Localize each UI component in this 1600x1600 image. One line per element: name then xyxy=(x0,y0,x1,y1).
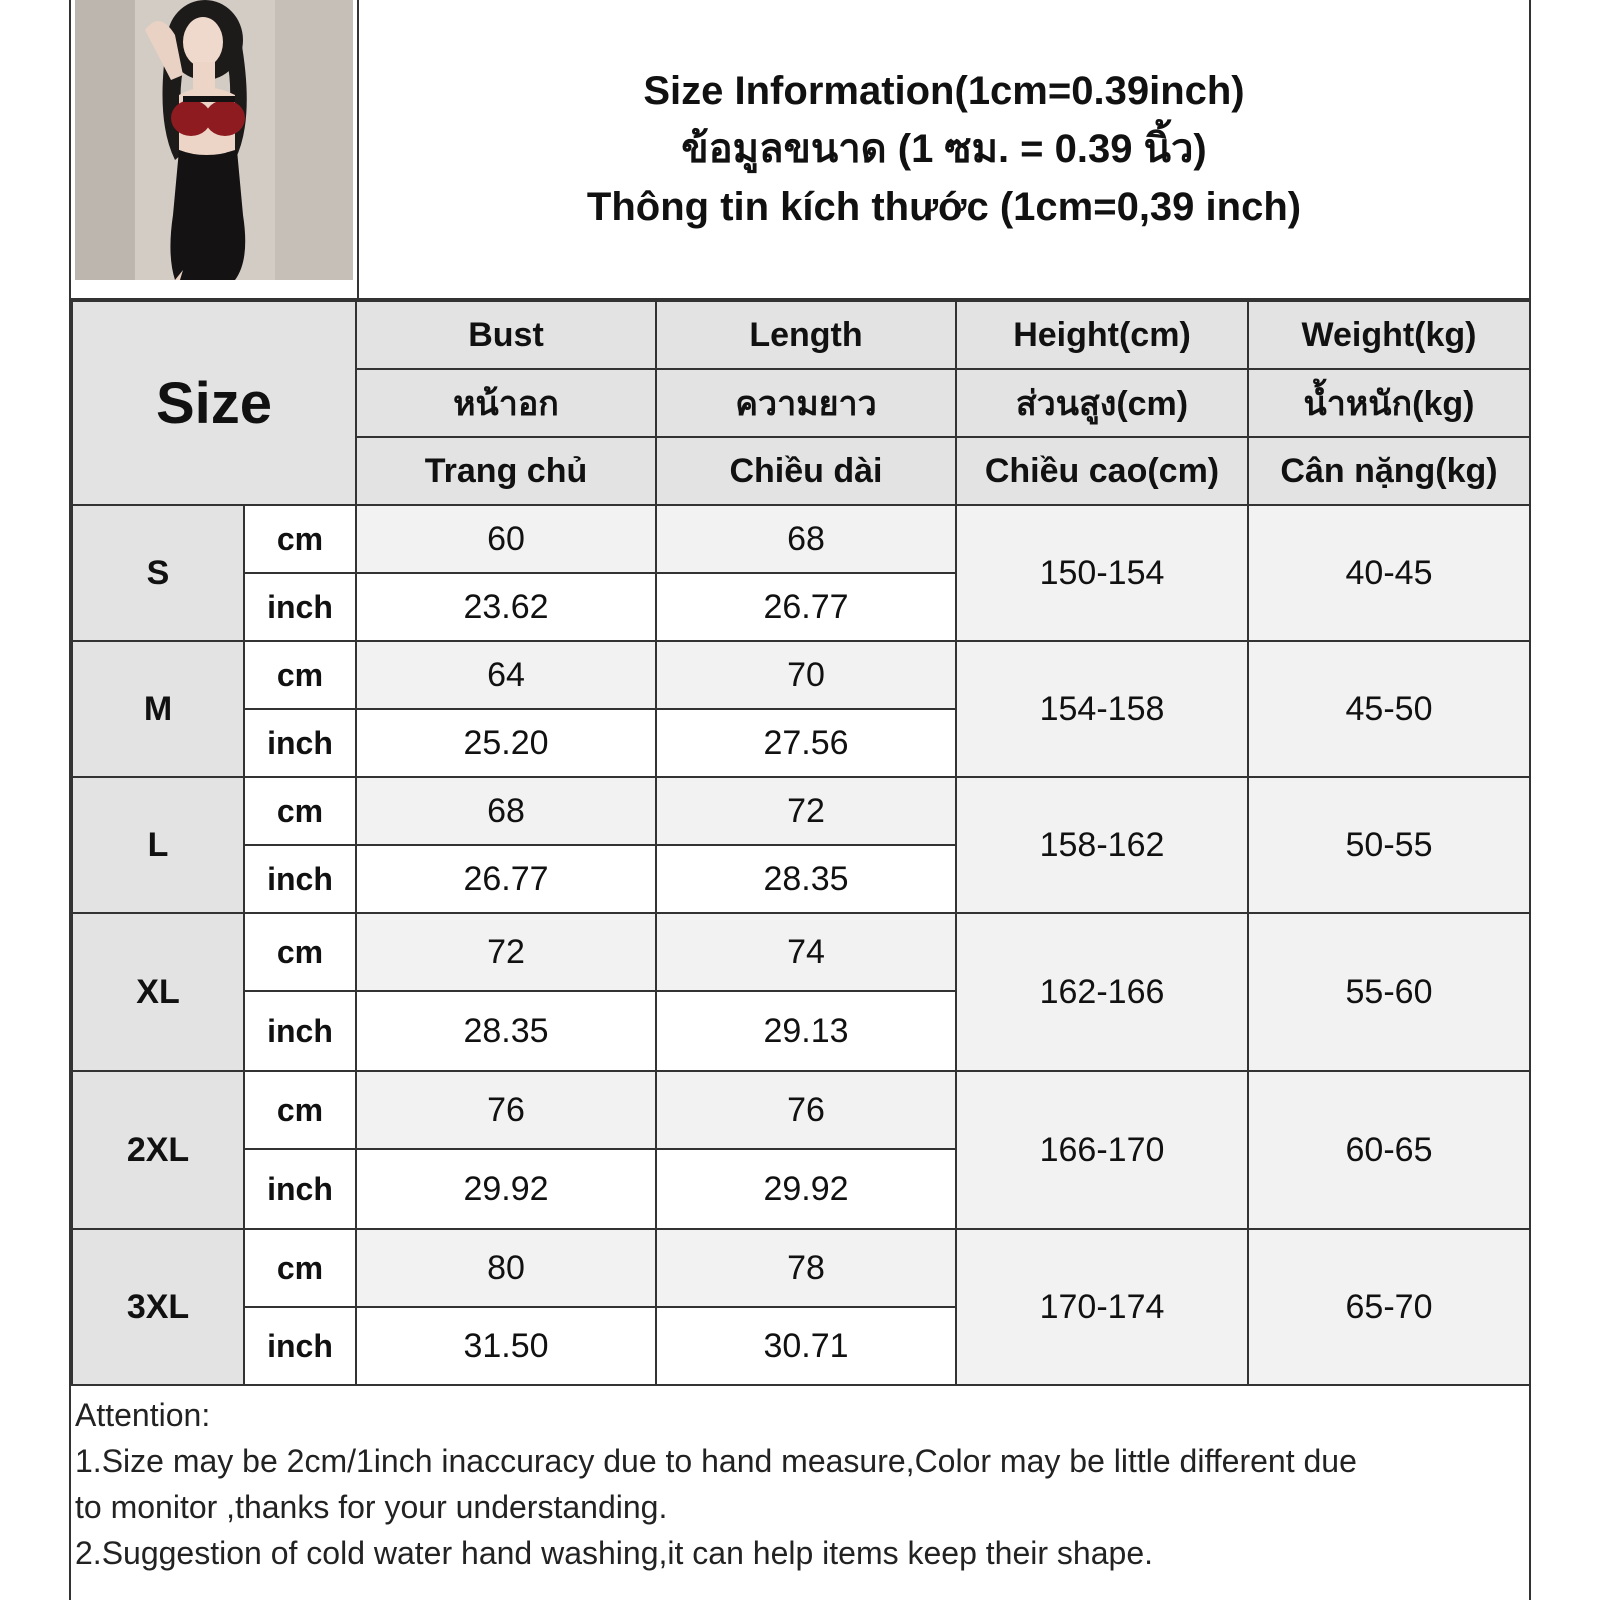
size-cell: M xyxy=(72,641,244,777)
title-thai: ข้อมูลขนาด (1 ซม. = 0.39 นิ้ว) xyxy=(681,127,1207,171)
bust-cm: 72 xyxy=(356,913,656,991)
product-photo-cell xyxy=(71,0,359,300)
bust-cm: 60 xyxy=(356,505,656,573)
length-inch: 26.77 xyxy=(656,573,956,641)
unit-inch: inch xyxy=(244,1307,356,1385)
length-inch: 29.13 xyxy=(656,991,956,1071)
product-photo xyxy=(75,0,353,280)
height-range: 150-154 xyxy=(956,505,1248,641)
unit-inch: inch xyxy=(244,1149,356,1229)
height-range: 162-166 xyxy=(956,913,1248,1071)
col-height-en: Height(cm) xyxy=(956,301,1248,369)
unit-cm: cm xyxy=(244,1229,356,1307)
length-cm: 78 xyxy=(656,1229,956,1307)
bust-cm: 68 xyxy=(356,777,656,845)
length-inch: 29.92 xyxy=(656,1149,956,1229)
bust-inch: 26.77 xyxy=(356,845,656,913)
height-range: 166-170 xyxy=(956,1071,1248,1229)
unit-cm: cm xyxy=(244,913,356,991)
notes-line-1b: to monitor ,thanks for your understanding. xyxy=(75,1489,668,1525)
length-inch: 28.35 xyxy=(656,845,956,913)
size-chart xyxy=(69,0,1531,1600)
bust-inch: 28.35 xyxy=(356,991,656,1071)
length-cm: 76 xyxy=(656,1071,956,1149)
weight-range: 65-70 xyxy=(1248,1229,1530,1385)
length-cm: 68 xyxy=(656,505,956,573)
length-cm: 70 xyxy=(656,641,956,709)
unit-inch: inch xyxy=(244,991,356,1071)
table-row xyxy=(72,1229,1530,1307)
size-cell: 2XL xyxy=(72,1071,244,1229)
length-cm: 74 xyxy=(656,913,956,991)
table-row xyxy=(72,777,1530,845)
length-inch: 30.71 xyxy=(656,1307,956,1385)
unit-cm: cm xyxy=(244,777,356,845)
table-row xyxy=(72,641,1530,709)
weight-range: 50-55 xyxy=(1248,777,1530,913)
unit-cm: cm xyxy=(244,1071,356,1149)
weight-range: 45-50 xyxy=(1248,641,1530,777)
col-length-vi: Chiều dài xyxy=(656,437,956,505)
size-cell: 3XL xyxy=(72,1229,244,1385)
title-vietnamese: Thông tin kích thước (1cm=0,39 inch) xyxy=(586,185,1302,229)
notes-line-1a: 1.Size may be 2cm/1inch inaccuracy due to hand measure,Color may be little different due xyxy=(75,1443,1357,1479)
notes-heading: Attention: xyxy=(75,1397,211,1433)
weight-range: 60-65 xyxy=(1248,1071,1530,1229)
size-header: Size xyxy=(72,301,356,505)
col-bust-en: Bust xyxy=(356,301,656,369)
bust-cm: 64 xyxy=(356,641,656,709)
table-row xyxy=(72,505,1530,573)
height-range: 154-158 xyxy=(956,641,1248,777)
length-cm: 72 xyxy=(656,777,956,845)
table-row xyxy=(72,1071,1530,1149)
weight-range: 40-45 xyxy=(1248,505,1530,641)
height-range: 158-162 xyxy=(956,777,1248,913)
bust-inch: 23.62 xyxy=(356,573,656,641)
bust-cm: 76 xyxy=(356,1071,656,1149)
title-english: Size Information(1cm=0.39inch) xyxy=(643,69,1245,113)
col-bust-vi: Trang chủ xyxy=(356,437,656,505)
col-weight-th: น้ำหนัก(kg) xyxy=(1248,369,1530,437)
bust-inch: 25.20 xyxy=(356,709,656,777)
table-row xyxy=(72,913,1530,991)
length-inch: 27.56 xyxy=(656,709,956,777)
unit-inch: inch xyxy=(244,709,356,777)
unit-inch: inch xyxy=(244,573,356,641)
bust-inch: 29.92 xyxy=(356,1149,656,1229)
size-cell: S xyxy=(72,505,244,641)
col-height-vi: Chiều cao(cm) xyxy=(956,437,1248,505)
unit-cm: cm xyxy=(244,641,356,709)
attention-notes xyxy=(75,1392,1525,1576)
col-weight-vi: Cân nặng(kg) xyxy=(1248,437,1530,505)
model-illustration xyxy=(75,0,353,280)
col-length-th: ความยาว xyxy=(656,369,956,437)
col-length-en: Length xyxy=(656,301,956,369)
height-range: 170-174 xyxy=(956,1229,1248,1385)
bust-cm: 80 xyxy=(356,1229,656,1307)
size-cell: XL xyxy=(72,913,244,1071)
col-bust-th: หน้าอก xyxy=(356,369,656,437)
size-table-wrapper xyxy=(71,300,1529,1386)
weight-range: 55-60 xyxy=(1248,913,1530,1071)
size-table xyxy=(71,300,1531,1386)
notes-line-2: 2.Suggestion of cold water hand washing,it can help items keep their shape. xyxy=(75,1535,1153,1571)
header-row-en xyxy=(72,301,1530,369)
unit-cm: cm xyxy=(244,505,356,573)
bust-inch: 31.50 xyxy=(356,1307,656,1385)
title-block xyxy=(359,0,1529,300)
size-cell: L xyxy=(72,777,244,913)
col-weight-en: Weight(kg) xyxy=(1248,301,1530,369)
unit-inch: inch xyxy=(244,845,356,913)
col-height-th: ส่วนสูง(cm) xyxy=(956,369,1248,437)
